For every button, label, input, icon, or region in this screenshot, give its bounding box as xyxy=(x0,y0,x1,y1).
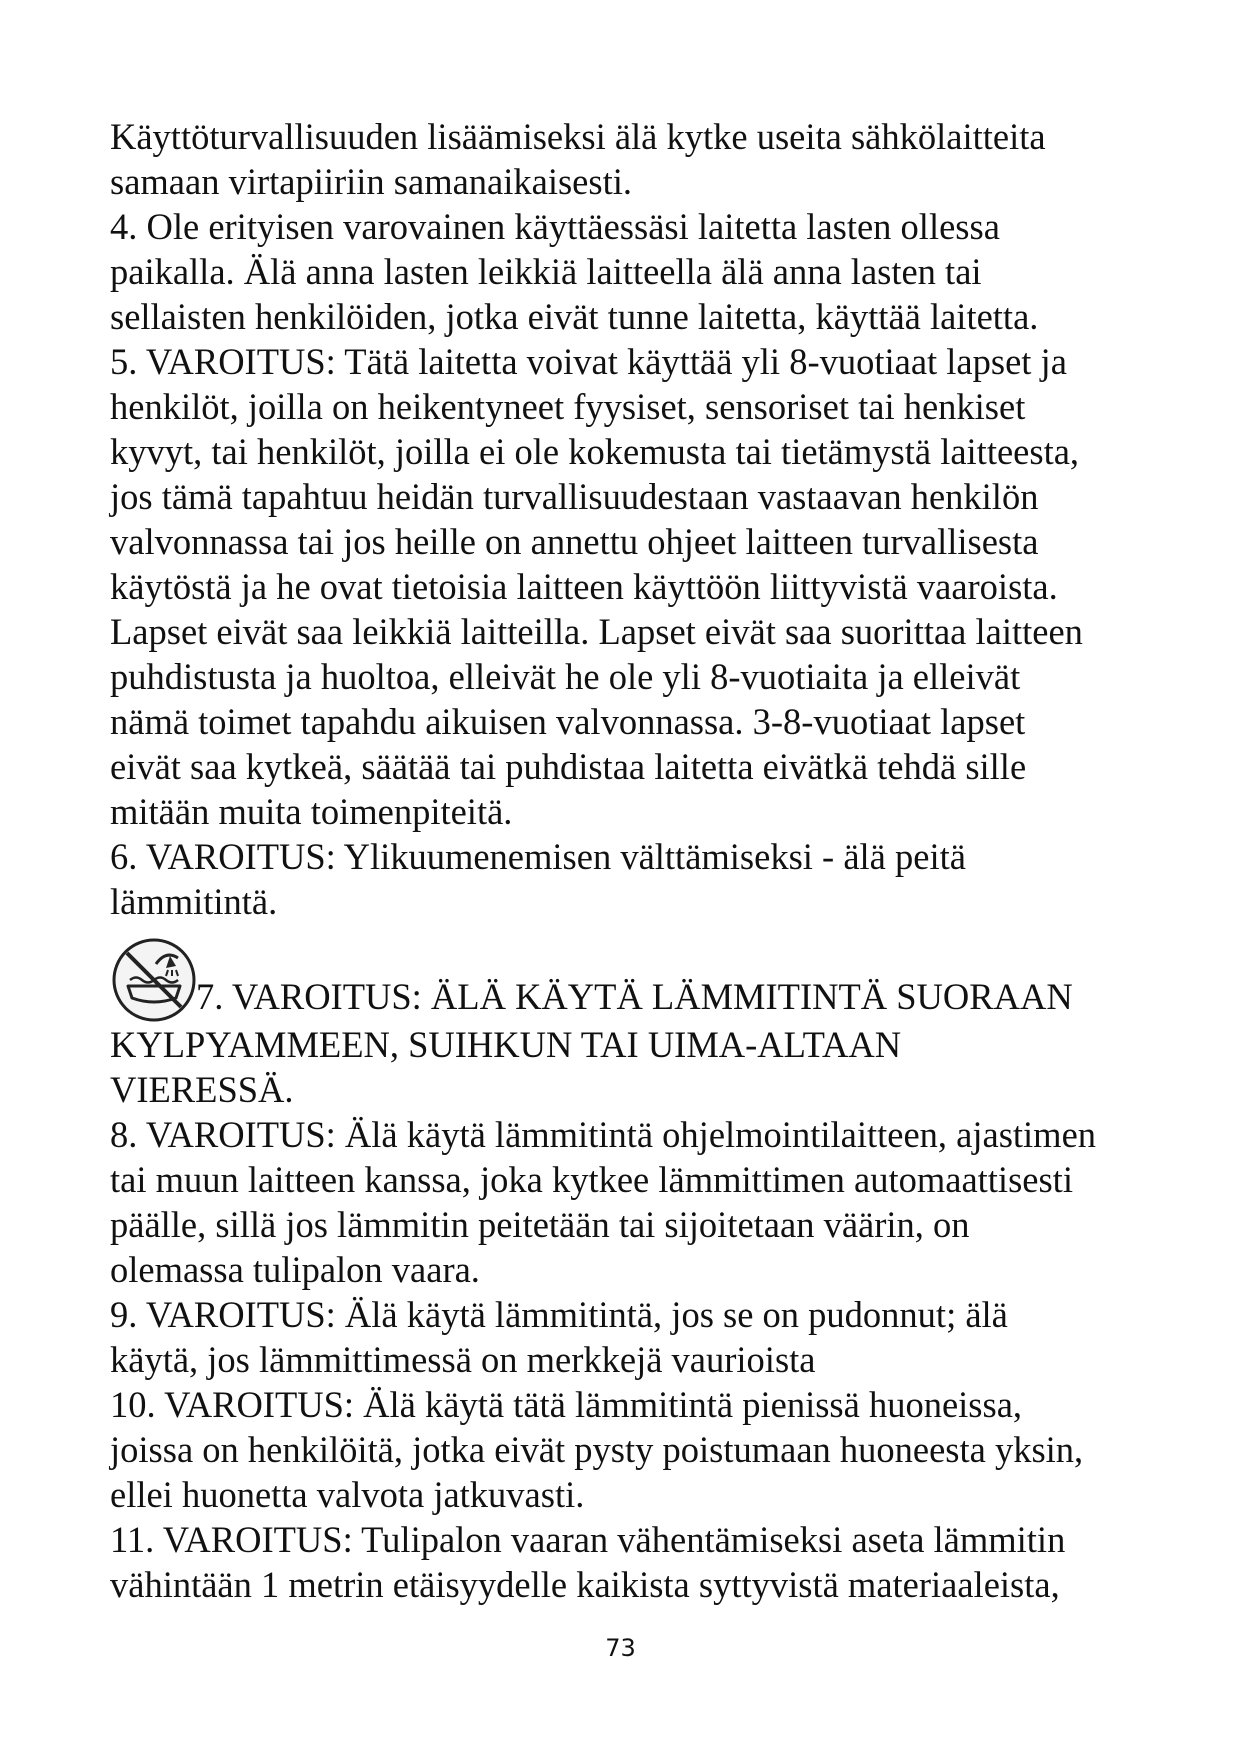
p-5-line: mitään muita toimenpiteitä. xyxy=(110,791,513,832)
p-8-line: tai muun laitteen kanssa, joka kytkee lämmittimen automaattisesti xyxy=(110,1159,1073,1200)
page-content xyxy=(110,114,1170,1607)
p-5-line: nämä toimet tapahdu aikuisen valvonnassa. 3-8-vuotiaat lapset xyxy=(110,701,1026,742)
p-10-line: joissa on henkilöitä, jotka eivät pysty poistumaan huoneesta yksin, xyxy=(110,1429,1084,1470)
p-10-line: 10. VAROITUS: Älä käytä tätä lämmitintä pienissä huoneissa, xyxy=(110,1384,1023,1425)
page-number: 73 xyxy=(605,1634,636,1662)
p-5-line: puhdistusta ja huoltoa, elleivät he ole yli 8-vuotiaita ja elleivät xyxy=(110,656,1021,697)
warning-7-line-3: VIERESSÄ. xyxy=(110,1069,294,1110)
paragraphs-top xyxy=(110,114,1170,924)
warning-7-row xyxy=(110,930,1170,1022)
p-5-line: jos tämä tapahtuu heidän turvallisuudestaan vastaavan henkilön xyxy=(110,476,1039,517)
p-4-line: sellaisten henkilöiden, jotka eivät tunne laitetta, käyttää laitetta. xyxy=(110,296,1039,337)
p-8-line: olemassa tulipalon vaara. xyxy=(110,1249,480,1290)
p-10-line: ellei huonetta valvota jatkuvasti. xyxy=(110,1474,585,1515)
p-5-line: henkilöt, joilla on heikentyneet fyysiset, sensoriset tai henkiset xyxy=(110,386,1026,427)
p-intro-line: Käyttöturvallisuuden lisäämiseksi älä kytke useita sähkölaitteita xyxy=(110,116,1046,157)
p-11-line: vähintään 1 metrin etäisyydelle kaikista syttyvistä materiaaleista, xyxy=(110,1564,1060,1605)
p-4-line: paikalla. Älä anna lasten leikkiä laitteella älä anna lasten tai xyxy=(110,251,982,292)
p-intro-line: samaan virtapiiriin samanaikaisesti. xyxy=(110,161,632,202)
p-11-line: 11. VAROITUS: Tulipalon vaaran vähentämiseksi aseta lämmitin xyxy=(110,1519,1066,1560)
p-6-line: lämmitintä. xyxy=(110,881,278,922)
p-5-line: eivät saa kytkeä, säätää tai puhdistaa laitetta eivätkä tehdä sille xyxy=(110,746,1027,787)
p-5-line: 5. VAROITUS: Tätä laitetta voivat käyttää yli 8-vuotiaat lapset ja xyxy=(110,341,1067,382)
p-9-line: 9. VAROITUS: Älä käytä lämmitintä, jos se on pudonnut; älä xyxy=(110,1294,1008,1335)
p-8-line: päälle, sillä jos lämmitin peitetään tai sijoitetaan väärin, on xyxy=(110,1204,970,1245)
no-bathtub-icon xyxy=(110,936,198,1024)
p-9-line: käytä, jos lämmittimessä on merkkejä vaurioista xyxy=(110,1339,816,1380)
warning-7-line-1: 7. VAROITUS: ÄLÄ KÄYTÄ LÄMMITINTÄ SUORAAN xyxy=(196,976,1073,1017)
p-5-line: Lapset eivät saa leikkiä laitteilla. Lapset eivät saa suorittaa laitteen xyxy=(110,611,1083,652)
p-8-line: 8. VAROITUS: Älä käytä lämmitintä ohjelmointilaitteen, ajastimen xyxy=(110,1114,1097,1155)
p-5-line: kyvyt, tai henkilöt, joilla ei ole kokemusta tai tietämystä laitteesta, xyxy=(110,431,1080,472)
p-5-line: käytöstä ja he ovat tietoisia laitteen käyttöön liittyvistä vaaroista. xyxy=(110,566,1058,607)
p-6-line: 6. VAROITUS: Ylikuumenemisen välttämiseksi - älä peitä xyxy=(110,836,966,877)
warning-7-line-2: KYLPYAMMEEN, SUIHKUN TAI UIMA-ALTAAN xyxy=(110,1024,902,1065)
p-4-line: 4. Ole erityisen varovainen käyttäessäsi laitetta lasten ollessa xyxy=(110,206,1000,247)
p-5-line: valvonnassa tai jos heille on annettu ohjeet laitteen turvallisesta xyxy=(110,521,1039,562)
paragraphs-bottom xyxy=(110,1112,1170,1607)
